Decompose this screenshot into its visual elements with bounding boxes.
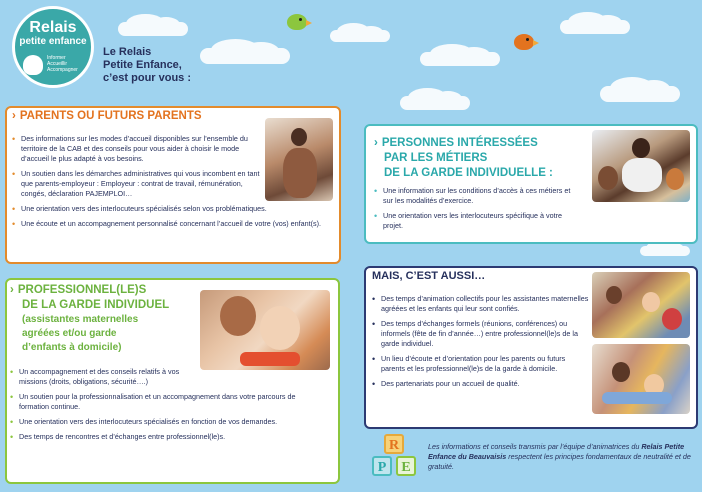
- professionnels-title-line: PROFESSIONNEL(LE)S: [17, 284, 147, 296]
- interesses-title: [374, 136, 553, 181]
- cloud: [200, 48, 290, 64]
- interesses-list: [374, 186, 690, 236]
- list-item: • Un soutien dans les démarches administratives qui vous incombent en tant que parents-employeur : Employeur : contrat de travail, rémunération, congés, déclaration PAJEMPLOI…: [12, 169, 264, 199]
- block-r: R: [384, 434, 404, 454]
- tagline-informer: Informer: [47, 55, 66, 61]
- block-p: P: [372, 456, 392, 476]
- list-item: • Une orientation vers les interlocuteurs spécifique à votre projet.: [374, 211, 574, 231]
- logo-tagline: [47, 55, 78, 73]
- aussi-list: [372, 294, 590, 394]
- block-e: E: [396, 456, 416, 476]
- intro-line: Le Relais: [103, 46, 152, 58]
- list-item: • Une écoute et un accompagnement personnalisé concernant l’accueil de votre (vos) enfant(s).: [12, 219, 330, 229]
- intro-heading: [103, 46, 191, 85]
- parents-title: [12, 110, 202, 122]
- list-item: • Un soutien pour la professionnalisation et un accompagnement dans votre parcours de formation continue.: [10, 392, 322, 412]
- cloud: [118, 22, 188, 36]
- list-item: • Des temps de rencontres et d’échanges entre professionnel(le)s.: [10, 432, 322, 442]
- tagline-accompagner: Accompagner: [47, 67, 78, 73]
- professionnels-title: [10, 283, 200, 355]
- green-bird-icon: [287, 14, 307, 30]
- cloud: [400, 96, 470, 110]
- orange-bird-icon: [514, 34, 534, 50]
- intro-line: Petite Enfance,: [103, 59, 182, 71]
- list-item: • Un lieu d’écoute et d’orientation pour les parents ou futurs parents et les professionnel(le)s de la garde à domicile.: [372, 354, 590, 374]
- list-item: • Une information sur les conditions d’accès à ces métiers et sur les modalités d’exercice.: [374, 186, 574, 206]
- professionnels-list: [10, 367, 322, 447]
- relais-petite-enfance-logo: [12, 6, 94, 88]
- professionnels-subtitle-line: d’enfants à domicile): [22, 342, 122, 353]
- professionnels-subtitle-line: agréées et/ou garde: [22, 328, 117, 339]
- cloud: [420, 52, 500, 66]
- footnote-text: respectent les principes fondamentaux de neutralité et de gratuité.: [428, 452, 691, 471]
- logo-line-2: petite enfance: [19, 36, 87, 47]
- list-item: • Des temps d’échanges formels (réunions, conférences) ou informels (fête de fin d’année…) entre professionnel(le)s de la garde individuel.: [372, 319, 590, 349]
- list-item: • Des temps d’animation collectifs pour les assistantes maternelles agréées et les enfants qui leur sont confiés.: [372, 294, 590, 314]
- rpe-blocks-icon: [372, 434, 420, 480]
- chevron-right-icon: ›: [10, 284, 14, 296]
- footnote: [428, 442, 694, 472]
- list-item: • Des partenariats pour un accueil de qualité.: [372, 379, 590, 389]
- cloud: [330, 30, 390, 42]
- list-item: • Des informations sur les modes d’accueil disponibles sur l’ensemble du territoire de la CAB et des conseils pour vous aider à choisir le mode d’accueil le plus adapté à vos besoins.: [12, 134, 264, 164]
- tagline-accueillir: Accueillir: [47, 61, 68, 67]
- professionnels-title-line: DE LA GARDE INDIVIDUEL: [22, 299, 170, 311]
- cloud: [560, 20, 630, 34]
- aussi-title-text: MAIS, C’EST AUSSI…: [372, 270, 486, 282]
- footnote-bold: Relais Petite Enfance du Beauvaisis: [428, 442, 685, 461]
- parents-title-text: PARENTS OU FUTURS PARENTS: [19, 110, 202, 122]
- interesses-title-line: DE LA GARDE INDIVIDUELLE :: [384, 167, 553, 179]
- parents-photo: [265, 118, 333, 201]
- aussi-photo-top: [592, 272, 690, 338]
- aussi-title: [372, 270, 485, 282]
- parents-list: [12, 134, 322, 234]
- intro-line: c’est pour vous :: [103, 72, 192, 84]
- logo-line-1: Relais: [29, 19, 77, 36]
- chevron-right-icon: ›: [374, 137, 378, 149]
- aussi-photo-bottom: [592, 344, 690, 414]
- cloud: [600, 86, 680, 102]
- list-item: • Un accompagnement et des conseils relatifs à vos missions (droits, obligations, sécurité….): [10, 367, 190, 387]
- hand-icon: [23, 55, 43, 75]
- interesses-title-line: PERSONNES INTÉRESSÉES: [381, 137, 538, 149]
- cloud: [640, 246, 690, 256]
- list-item: • Une orientation vers des interlocuteurs spécialisés selon vos problématiques.: [12, 204, 330, 214]
- interesses-title-line: PAR LES MÉTIERS: [384, 152, 488, 164]
- professionnels-photo: [200, 290, 330, 370]
- footnote-text: Les informations et conseils transmis par l’équipe d’animatrices du: [428, 442, 642, 451]
- professionnels-subtitle-line: (assistantes maternelles: [22, 314, 139, 325]
- chevron-right-icon: ›: [12, 110, 16, 122]
- list-item: • Une orientation vers des interlocuteurs spécialisés en fonction de vos demandes.: [10, 417, 322, 427]
